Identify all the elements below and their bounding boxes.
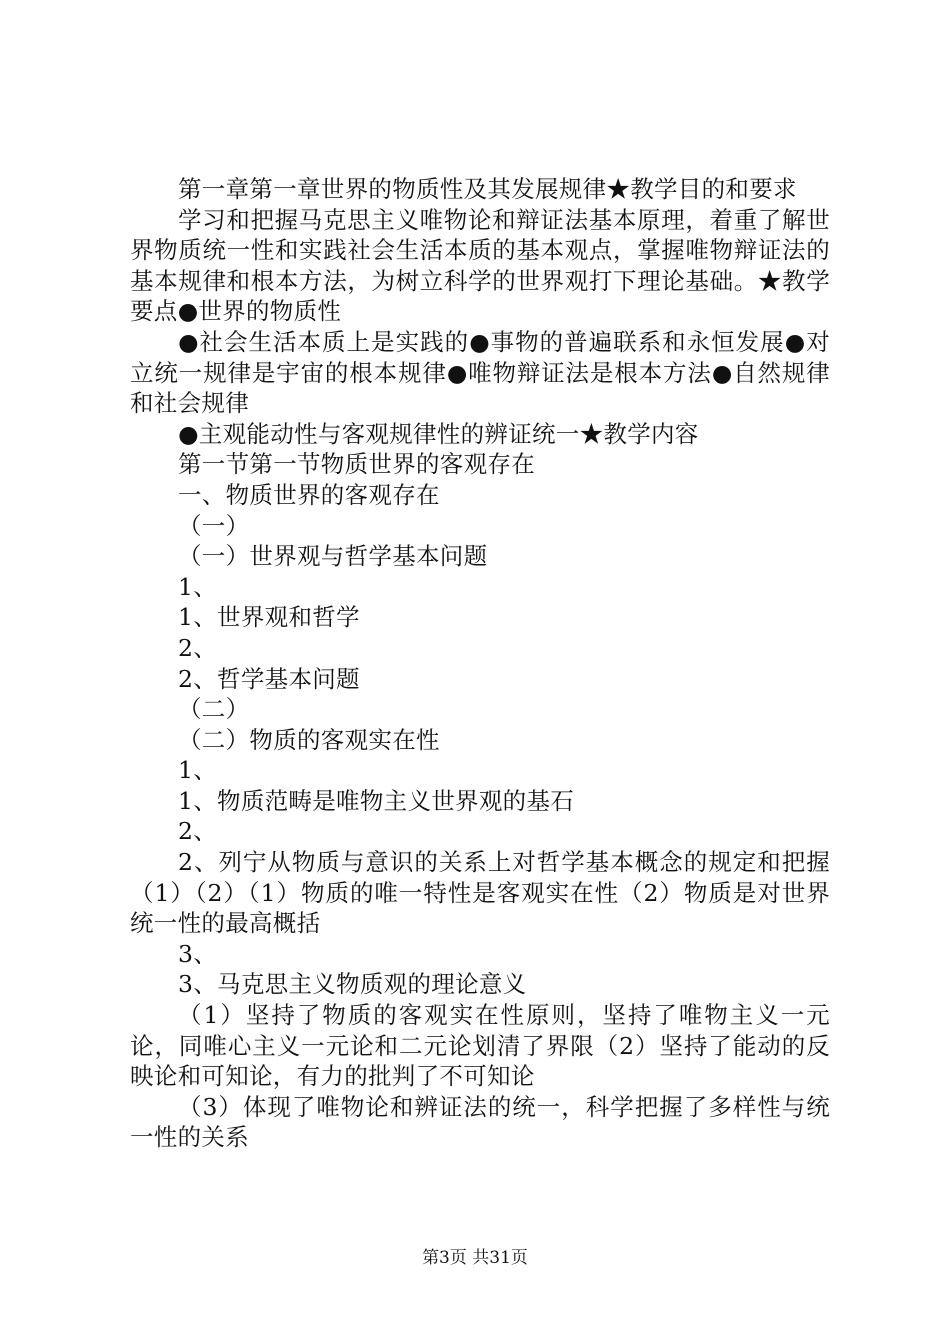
paragraph: 1、物质范畴是唯物主义世界观的基石: [178, 786, 575, 815]
paragraph: 1、世界观和哲学: [178, 603, 360, 632]
section-heading: 第一节第一节物质世界的客观存在: [178, 450, 535, 479]
document-body: [130, 174, 830, 1153]
subsection-heading: 一、物质世界的客观存在: [178, 480, 440, 509]
paragraph: 学习和把握马克思主义唯物论和辩证法基本原理，着重了解世界物质统一性和实践社会生活本质的基本观点，掌握唯物辩证法的基本规律和根本方法，为树立科学的世界观打下理论基础。★教学要点●世界的物质性: [130, 205, 830, 326]
paragraph: 1、: [178, 572, 218, 601]
paragraph: （一）世界观与哲学基本问题: [178, 542, 488, 571]
paragraph: 3、马克思主义物质观的理论意义: [178, 970, 527, 999]
paragraph: （3）体现了唯物论和辨证法的统一，科学把握了多样性与统一性的关系: [130, 1092, 830, 1152]
paragraph: 1、: [178, 756, 218, 785]
paragraph: 2、列宁从物质与意识的关系上对哲学基本概念的规定和把握（1）（2）（1）物质的唯一特性是客观实在性（2）物质是对世界统一性的最高概括: [130, 848, 830, 938]
paragraph: 2、: [178, 817, 218, 846]
paragraph: （二）物质的客观实在性: [178, 725, 440, 754]
paragraph: （1）坚持了物质的客观实在性原则，坚持了唯物主义一元论，同唯心主义一元论和二元论划清了界限（2）坚持了能动的反映论和可知论，有力的批判了不可知论: [130, 1001, 830, 1091]
paragraph: （二）: [178, 695, 250, 724]
paragraph: ●主观能动性与客观规律性的辨证统一★教学内容: [178, 419, 699, 448]
paragraph: 2、: [178, 633, 218, 662]
paragraph: （一）: [178, 511, 250, 540]
paragraph: ●社会生活本质上是实践的●事物的普遍联系和永恒发展●对立统一规律是宇宙的根本规律●唯物辩证法是根本方法●自然规律和社会规律: [130, 327, 830, 418]
page-footer: 第3页 共31页: [422, 1248, 528, 1268]
paragraph: 2、哲学基本问题: [178, 664, 360, 693]
paragraph: 3、: [178, 939, 218, 968]
chapter-heading: 第一章第一章世界的物质性及其发展规律★教学目的和要求: [178, 175, 797, 203]
